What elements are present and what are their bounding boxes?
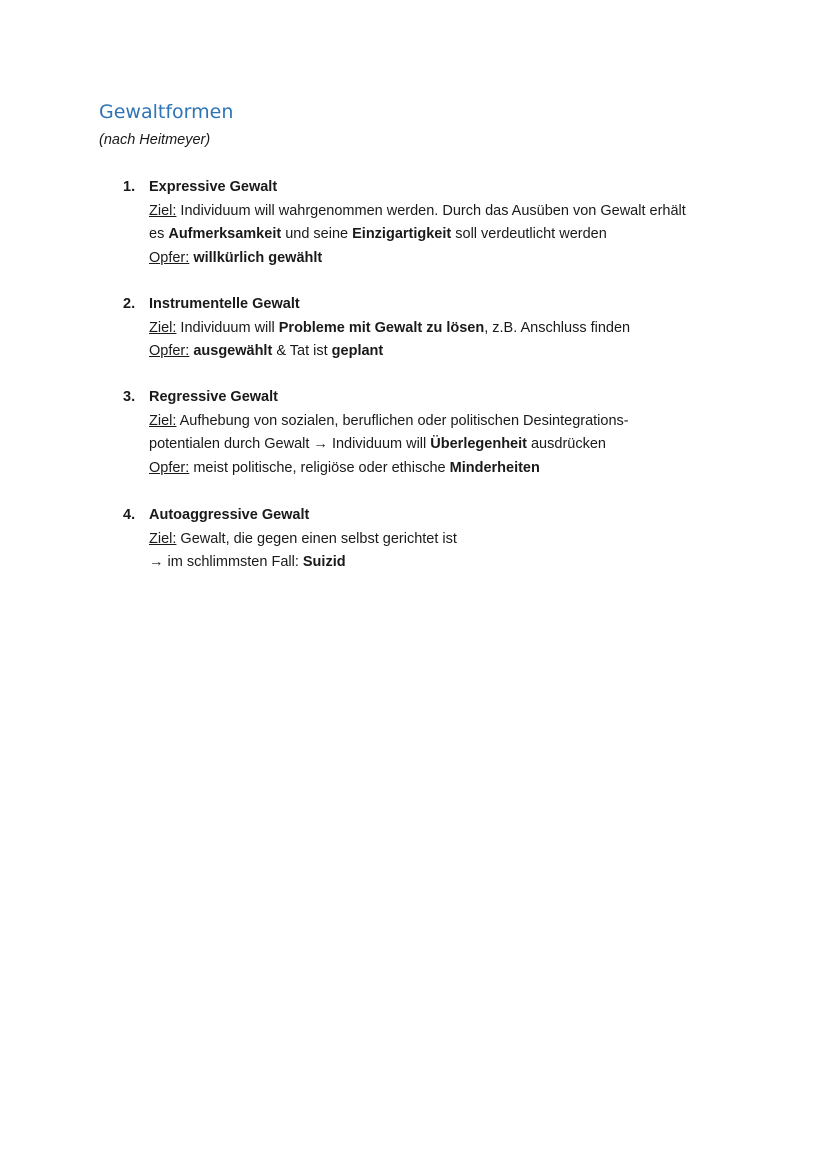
goal-text: und seine [281,226,353,242]
goal-text: potentialen durch Gewalt → Individuum will [149,436,431,452]
victim-label: Opfer: [149,249,190,266]
goal-emphasis: Überlegenheit [430,436,527,452]
goal-emphasis: Einzigartigkeit [352,226,452,242]
victim-line [149,457,749,481]
victim-emphasis: geplant [331,343,384,359]
goal-line [149,410,749,434]
victim-text: meist politische, religiöse oder ethische [189,459,450,476]
list-item-heading: Instrumentelle Gewalt [149,296,300,312]
consequence-line [149,551,749,575]
goal-line-continued [149,433,749,457]
victim-emphasis: ausgewählt [193,343,273,359]
goal-text: Gewalt, die gegen einen selbst gerichtet ist [176,530,457,547]
victim-line [149,247,749,271]
victim-text: & Tat ist [272,343,332,359]
goal-label: Ziel: [149,319,177,336]
goal-line-continued [149,223,749,247]
list-number: 2. [123,296,136,312]
consequence-emphasis: Suizid [302,554,346,570]
goal-text: , z.B. Anschluss finden [484,319,631,336]
goal-line [149,528,749,552]
list-number: 3. [123,389,136,405]
victim-label: Opfer: [149,459,190,476]
goal-text: Individuum will wahrgenommen werden. Durch das Ausüben von Gewalt erhält [176,202,686,219]
consequence-text: → im schlimmsten Fall: [149,554,303,570]
goal-emphasis: Aufmerksamkeit [168,226,282,242]
list-number: 4. [123,507,136,523]
goal-line [149,317,749,341]
victim-line [149,340,749,364]
list-item-body [149,504,749,575]
goal-label: Ziel: [149,202,177,219]
list-item-body [149,386,749,480]
list-item-heading: Autoaggressive Gewalt [149,507,310,523]
list-item-heading: Regressive Gewalt [149,389,278,405]
victim-emphasis: Minderheiten [449,459,540,476]
goal-emphasis: Probleme mit Gewalt zu lösen [278,319,485,336]
page-subtitle: (nach Heitmeyer) [99,132,211,148]
goal-line [149,200,749,224]
goal-text: ausdrücken [526,436,606,452]
victim-emphasis: willkürlich gewählt [193,249,323,266]
list-item-body [149,293,749,364]
goal-text: Individuum will [176,319,279,336]
goal-text: soll verdeutlicht werden [451,226,607,242]
list-item-body [149,176,749,270]
goal-text: es [149,226,169,242]
page-title: Gewaltformen [99,101,234,123]
list-number: 1. [123,179,136,195]
goal-label: Ziel: [149,530,177,547]
goal-label: Ziel: [149,412,177,429]
goal-text: Aufhebung von sozialen, beruflichen oder politischen Desintegrations- [176,412,629,429]
victim-label: Opfer: [149,343,190,359]
list-item-heading: Expressive Gewalt [149,179,278,195]
